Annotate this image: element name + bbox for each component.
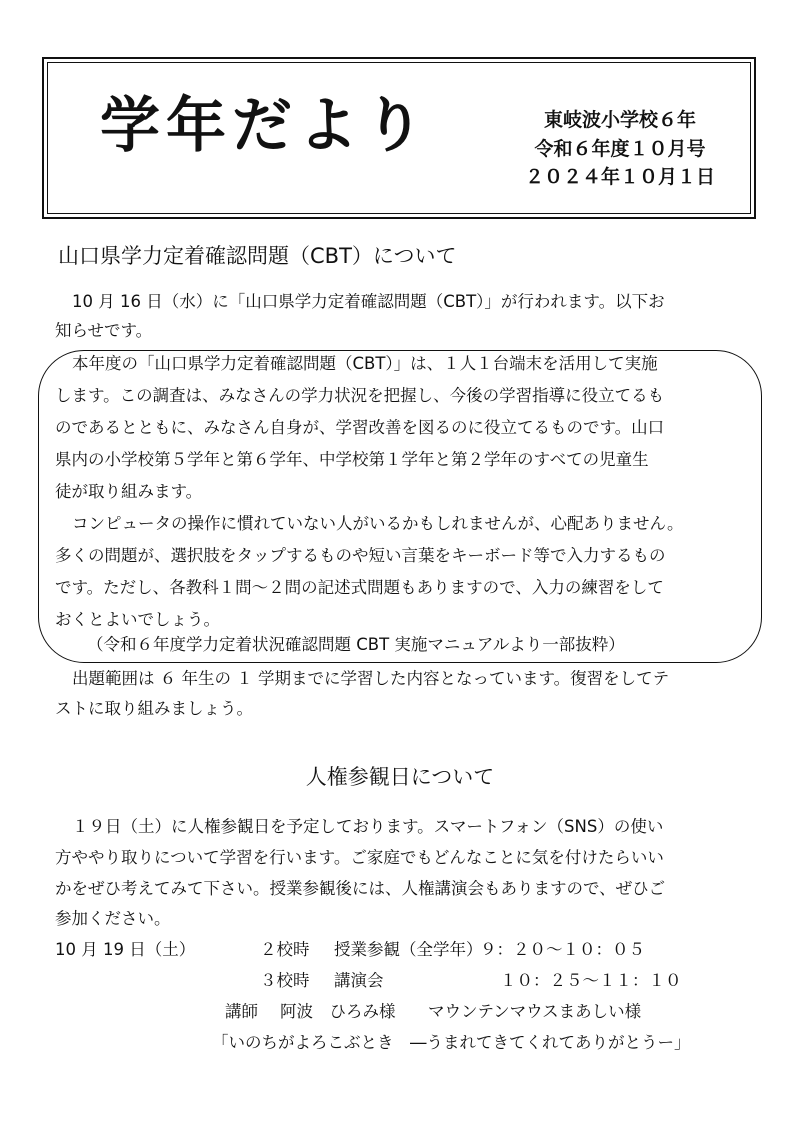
quote-line: します。この調査は、みなさんの学力状況を把握し、今後の学習指導に役立てるも (55, 386, 665, 405)
jinken-body-line: １９日（土）に人権参観日を予定しております。スマートフォン（SNS）の使い (72, 817, 664, 836)
quote-line: おくとよいでしょう。 (55, 610, 220, 629)
jinken-body-line: かをぜひ考えてみて下さい。授業参観後には、人権講演会もありますので、ぜひご (55, 879, 666, 898)
cbt-closing-line: 出題範囲は ６ 年生の １ 学期までに学習した内容となっています。復習をしてテ (72, 669, 670, 688)
lecturer-label: 講師 (225, 1002, 258, 1021)
schedule-period-1: ２校時 (260, 940, 310, 959)
quote-line: です。ただし、各教科１問～２問の記述式問題もありますので、入力の練習をして (55, 578, 664, 597)
quote-line: 徒が取り組みます。 (55, 482, 203, 501)
school-name: 東岐波小学校６年 (543, 109, 696, 131)
cbt-closing-line: ストに取り組みましょう。 (55, 699, 253, 718)
schedule-time-1: ９：２０～１０：０５ (480, 940, 645, 959)
schedule-period-2: ３校時 (260, 971, 310, 990)
issue-label: 令和６年度１０月号 (534, 138, 706, 160)
quote-line: 多くの問題が、選択肢をタップするものや短い言葉をキーボード等で入力するもの (55, 546, 666, 565)
newsletter-title: 学年だより (100, 91, 430, 161)
quote-line: 県内の小学校第５学年と第６学年、中学校第１学年と第２学年のすべての児童生 (55, 450, 649, 469)
schedule-time-2: １０：２５～１１：１０ (500, 971, 682, 990)
jinken-body-line: 参加ください。 (55, 909, 171, 928)
quote-line: のであるとともに、みなさん自身が、学習改善を図るのに役立てるものです。山口 (55, 418, 665, 437)
schedule-event-2: 講演会 (334, 971, 384, 990)
cbt-intro-line: 知らせです。 (55, 321, 153, 340)
quote-line: 本年度の「山口県学力定着確認問題（CBT）」は、１人１台端末を活用して実施 (72, 354, 658, 373)
schedule-event-1: 授業参観（全学年） (334, 940, 483, 959)
cbt-intro-line: 10 月 16 日（水）に「山口県学力定着確認問題（CBT）」が行われます。以下お (72, 292, 665, 311)
schedule-date: 10 月 19 日（土） (55, 940, 196, 959)
cbt-heading: 山口県学力定着確認問題（CBT）について (58, 244, 457, 268)
quote-source: （令和６年度学力定着状況確認問題 CBT 実施マニュアルより一部抜粋） (85, 633, 627, 657)
lecturer-org: マウンテンマウスまあしい様 (428, 1002, 642, 1021)
jinken-body-line: 方ややり取りについて学習を行います。ご家庭でもどんなことに気を付けたらいい (55, 848, 664, 867)
jinken-heading: 人権参観日について (305, 765, 495, 789)
lecturer-name: 阿波 ひろみ様 (280, 1002, 396, 1021)
quote-line: コンピュータの操作に慣れていない人がいるかもしれませんが、心配ありません。 (72, 514, 684, 533)
issue-date: ２０２４年１０月１日 (524, 166, 715, 188)
lecture-title: 「いのちがよろこぶとき ―うまれてきてくれてありがとうー」 (212, 1033, 691, 1052)
